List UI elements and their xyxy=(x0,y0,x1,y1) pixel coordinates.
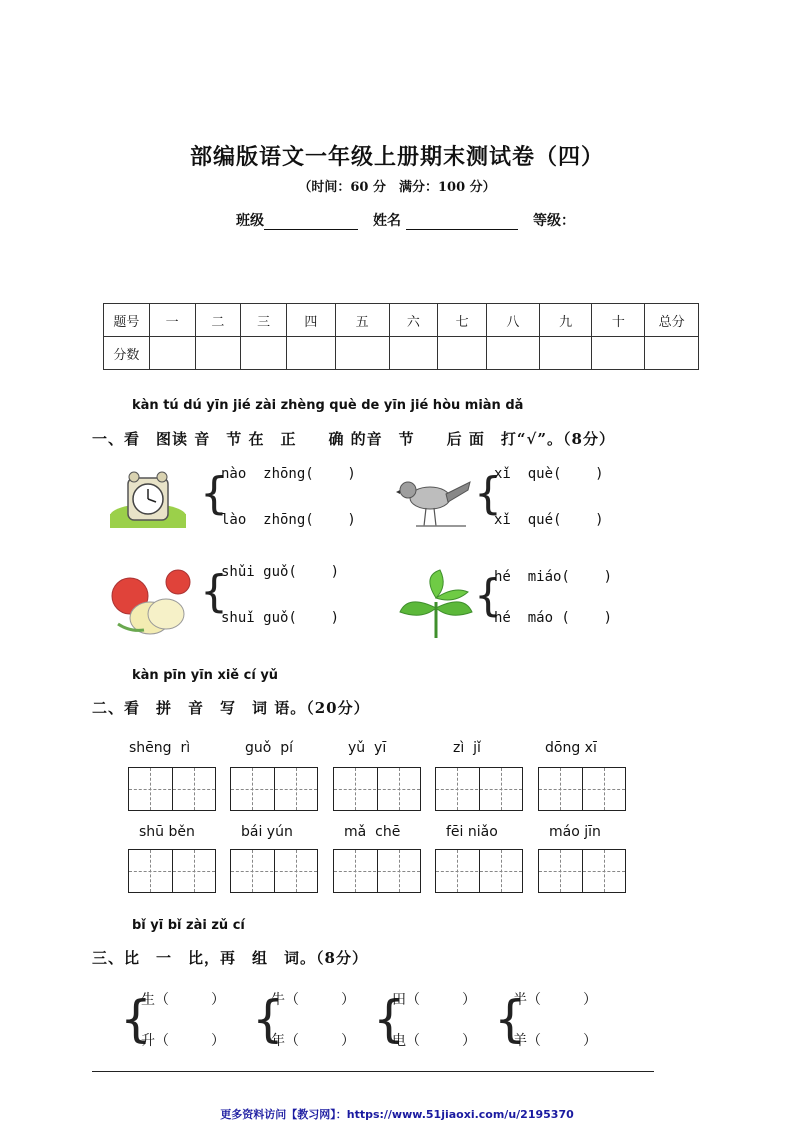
divider xyxy=(92,1071,654,1072)
section1-title: 一、看 图读 音 节 在 正 确 的音 节 后 面 打“√”。（8分） xyxy=(92,430,615,448)
compare-dian[interactable]: 电（ ） xyxy=(392,1033,476,1049)
class-field xyxy=(236,210,358,230)
table-cell: 一 xyxy=(149,304,195,337)
brace-icon: { xyxy=(474,468,502,519)
compare-yang[interactable]: 羊（ ） xyxy=(513,1033,597,1049)
compare-sheng-rise[interactable]: 升（ ） xyxy=(141,1033,225,1049)
fruits-picture xyxy=(100,566,194,638)
table-cell: 十 xyxy=(592,304,645,337)
compare-nian[interactable]: 年（ ） xyxy=(271,1033,355,1049)
brace-icon: { xyxy=(474,570,502,621)
table-cell: 七 xyxy=(438,304,487,337)
table-cell: 三 xyxy=(241,304,287,337)
pinyin-mao-jin: máo jīn xyxy=(549,824,601,840)
writing-grid[interactable] xyxy=(538,767,626,811)
writing-grid[interactable] xyxy=(333,849,421,893)
table-cell: 四 xyxy=(287,304,336,337)
section2-title: 二、看 拼 音 写 词 语。（20分） xyxy=(92,699,370,717)
writing-grid[interactable] xyxy=(333,767,421,811)
section1-pinyin-hint: kàn tú dú yīn jié zài zhèng què de yīn jié hòu miàn dǎ xyxy=(132,398,524,413)
table-cell: 九 xyxy=(539,304,592,337)
pinyin-fei-niao: fēi niǎo xyxy=(446,824,498,840)
pinyin-sheng-ri: shēng rì xyxy=(129,740,191,756)
table-cell: 六 xyxy=(389,304,438,337)
section3-title: 三、比 一 比，再 组 词。（8分） xyxy=(92,949,368,967)
brace-icon: { xyxy=(494,990,526,1048)
compare-sheng[interactable]: 生（ ） xyxy=(141,992,225,1008)
pinyin-guo-pi: guǒ pí xyxy=(245,740,294,756)
option-lao-zhong[interactable]: lào zhōng( ) xyxy=(221,512,356,528)
brace-icon: { xyxy=(200,468,228,519)
class-blank[interactable] xyxy=(264,215,358,230)
option-shui-guo-2[interactable]: shuǐ guǒ( ) xyxy=(221,610,340,626)
table-row xyxy=(104,304,699,337)
score-cell[interactable] xyxy=(389,337,438,370)
section3-pinyin-hint: bǐ yī bǐ zài zǔ cí xyxy=(132,918,245,933)
compare-niu[interactable]: 牛（ ） xyxy=(271,992,355,1008)
option-nao-zhong[interactable]: nào zhōng( ) xyxy=(221,466,356,482)
seedling-picture xyxy=(396,568,476,640)
table-cell: 五 xyxy=(335,304,389,337)
alarm-clock-picture xyxy=(108,470,188,530)
writing-grid[interactable] xyxy=(230,767,318,811)
score-cell[interactable] xyxy=(592,337,645,370)
brace-icon: { xyxy=(200,566,228,617)
grade-label: 等级： xyxy=(533,213,575,229)
footer-link[interactable]: 更多资料访问【教习网】：https://www.51jiaoxi.com/u/2195370 xyxy=(220,1108,574,1121)
table-cell: 总分 xyxy=(645,304,699,337)
score-cell[interactable] xyxy=(241,337,287,370)
sparrow-picture xyxy=(396,468,472,534)
name-blank[interactable] xyxy=(406,215,518,230)
score-cell[interactable] xyxy=(195,337,241,370)
option-he-mao[interactable]: hé máo ( ) xyxy=(494,610,613,626)
pinyin-zi-ji: zì jǐ xyxy=(453,740,481,756)
pinyin-yu-yi: yǔ yī xyxy=(348,740,387,756)
writing-grid[interactable] xyxy=(435,849,523,893)
table-cell: 题号 xyxy=(104,304,150,337)
writing-grid[interactable] xyxy=(230,849,318,893)
brace-icon: { xyxy=(373,990,405,1048)
writing-grid[interactable] xyxy=(435,767,523,811)
option-he-miao[interactable]: hé miáo( ) xyxy=(494,569,613,585)
score-cell[interactable] xyxy=(335,337,389,370)
option-xi-que-2[interactable]: xǐ qué( ) xyxy=(494,512,604,528)
name-field xyxy=(373,210,518,230)
score-cell[interactable] xyxy=(487,337,540,370)
score-cell[interactable] xyxy=(149,337,195,370)
pinyin-dong-xi: dōng xī xyxy=(545,740,597,756)
table-row xyxy=(104,337,699,370)
page-subtitle: （时间：60 分 满分：100 分） xyxy=(298,180,496,195)
option-xi-que-4[interactable]: xǐ què( ) xyxy=(494,466,604,482)
compare-ban[interactable]: 半（ ） xyxy=(513,992,597,1008)
pinyin-ma-che: mǎ chē xyxy=(344,824,401,840)
brace-icon: { xyxy=(120,990,152,1048)
score-cell[interactable] xyxy=(645,337,699,370)
class-label: 班级 xyxy=(236,213,264,229)
page-title: 部编版语文一年级上册期末测试卷（四） xyxy=(189,144,604,170)
score-cell[interactable] xyxy=(287,337,336,370)
brace-icon: { xyxy=(252,990,284,1048)
compare-tian[interactable]: 田（ ） xyxy=(392,992,476,1008)
writing-grid[interactable] xyxy=(128,849,216,893)
name-label: 姓名 xyxy=(373,213,401,229)
writing-grid[interactable] xyxy=(538,849,626,893)
option-shui-guo-3[interactable]: shǔi guǒ( ) xyxy=(221,564,340,580)
table-cell: 分数 xyxy=(104,337,150,370)
pinyin-bai-yun: bái yún xyxy=(241,824,293,840)
score-table xyxy=(103,303,699,370)
section2-pinyin-hint: kàn pīn yīn xiě cí yǔ xyxy=(132,668,279,683)
score-cell[interactable] xyxy=(438,337,487,370)
score-cell[interactable] xyxy=(539,337,592,370)
table-cell: 八 xyxy=(487,304,540,337)
writing-grid[interactable] xyxy=(128,767,216,811)
pinyin-shu-ben: shū běn xyxy=(139,824,195,840)
table-cell: 二 xyxy=(195,304,241,337)
